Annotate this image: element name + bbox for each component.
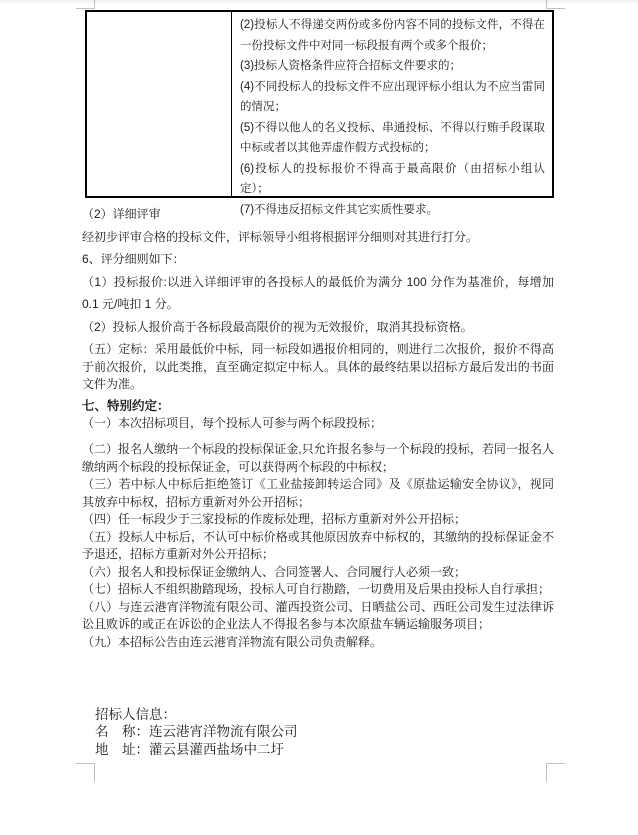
paragraph-award-rule: （五）定标：采用最低价中标，同一标段如遇报价相同的，则进行二次报价，报价不得高于前次报价，以此类推，直至确定拟定中标人。具体的最终结果以招标方最后发出的书面文件为准。	[82, 342, 554, 391]
special-item-5: （五）投标人中标后，不认可中标价格或其他原因放弃中标权的，其缴纳的投标保证金不予退还，招标方重新对外公开招标；	[82, 529, 554, 561]
paragraph-detailed-review: （2）详细评审	[82, 207, 161, 221]
margin-mark-top-right	[546, 0, 565, 9]
paragraph-scoring-rules-title: 6、评分细则如下：	[82, 252, 185, 266]
special-item-8: （八）与连云港宵洋物流有限公司、灌西投资公司、日晒盐公司、西旺公司发生过法律诉讼且败诉的或正在诉讼的企业法人不得报名参与本次原盐车辆运输服务项目；	[82, 599, 554, 631]
table-rule: (6)投标人的投标报价不得高于最高限价（由招标小组认定）；	[240, 162, 545, 195]
paragraph-scoring-rule-1: （1）投标报价:以进入详细评审的各投标人的最低价为满分 100 分作为基准价，每增加 0.1 元/吨扣 1 分。	[82, 274, 554, 311]
page-top-edge	[0, 0, 638, 4]
margin-mark-bottom-left	[76, 763, 95, 782]
bidder-address: 地 址：灌云县灌西盐场中二圩	[95, 741, 284, 757]
table-rule: (2)投标人不得递交两份或多份内容不同的投标文件，不得在一份投标文件中对同一标段报有两个或多个报价；	[240, 19, 545, 52]
bidder-info-block	[95, 706, 515, 758]
special-item-6: （六）报名人和投标保证金缴纳人、合同签署人、合同履行人必须一致；	[82, 564, 467, 579]
table-rule: (4)不同投标人的投标文件不应出现评标小组认为不应当雷同的情况；	[240, 80, 545, 113]
document-body	[82, 203, 554, 651]
special-item-2: （二）报名人缴纳一个标段的投标保证金,只允许报名参与一个标段的投标，若同一报名人缴纳两个标段的投标保证金，可以获得两个标段的中标权；	[82, 442, 554, 474]
margin-mark-bottom-right	[546, 763, 565, 782]
special-item-7: （七）招标人不组织勘踏现场，投标人可自行勘踏，一切费用及后果由投标人自行承担；	[82, 582, 551, 596]
bidder-name: 名 称：连云港宵洋物流有限公司	[95, 724, 298, 740]
paragraph-scoring-rule-2: （2）投标人报价高于各标段最高限价的视为无效报价，取消其投标资格。	[82, 319, 473, 334]
special-item-1: （一）本次招标项目，每个投标人可参与两个标段投标；	[82, 415, 383, 430]
table-rule: (3)投标人资格条件应符合招标文件要求的；	[240, 60, 462, 72]
paragraph-review-scoring: 经初步评审合格的投标文件，评标领导小组将根据评分细则对其进行打分。	[82, 229, 479, 244]
special-item-4: （四）任一标段少于三家投标的作废标处理，招标方重新对外公开招标；	[82, 512, 467, 526]
table-rule: (5)不得以他人的名义投标、串通投标、不得以行贿手段谋取中标或者以其他弄虚作假方式投标的；	[240, 121, 545, 154]
special-item-9: （九）本招标公告由连云港宵洋物流有限公司负责解释。	[82, 634, 383, 649]
table-rule: (7)不得违反招标文件其它实质性要求。	[240, 203, 439, 216]
special-provisions-heading: 七、特别约定：	[82, 398, 170, 413]
margin-mark-top-left	[76, 0, 95, 9]
special-item-3: （三）若中标人中标后拒绝签订《工业盐接卸转运合同》及《原盐运输安全协议》，视同其放弃中标权，招标方重新对外公开招标；	[82, 477, 554, 509]
bidder-info-title: 招标人信息：	[95, 707, 176, 722]
table-cell-rules	[232, 12, 552, 216]
table-cell-empty-label	[87, 12, 232, 196]
